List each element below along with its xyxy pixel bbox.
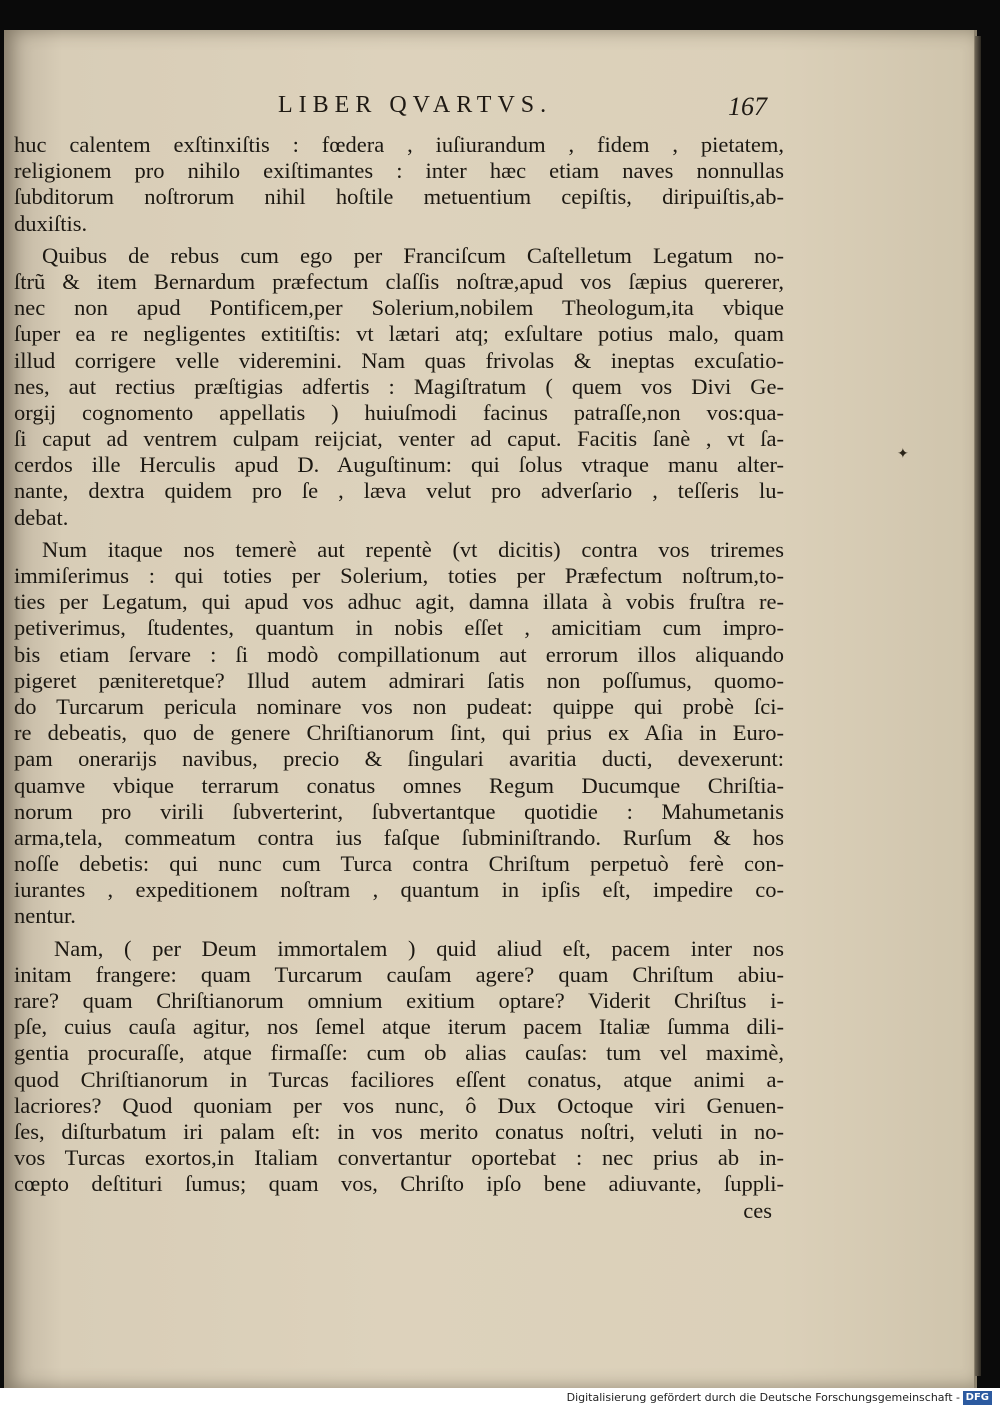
- text-line: bis etiam ſervare : ſi modò compillationum aut errorum illos aliquando: [14, 641, 784, 667]
- catchword: ces: [743, 1197, 772, 1223]
- text-line: ties per Legatum, qui apud vos adhuc agit, damna illata à vobis fruſtra re-: [14, 589, 784, 615]
- text-line: cœpto deſtituri ſumus; quam vos, Chriſto ipſo bene adiuvante, ſuppli-: [14, 1171, 784, 1197]
- text-line: pigeret pæniteretque? Illud autem admirari ſatis non poſſumus, quomo-: [14, 667, 784, 693]
- text-line: ſtrũ & item Bernardum præfectum claſſis noſtræ,apud vos ſæpius quererer,: [14, 268, 784, 294]
- body-text: [14, 132, 784, 1224]
- text-line: rare? quam Chriſtianorum omnium exitium optare? Viderit Chriſtus i-: [14, 988, 784, 1013]
- text-line: religionem pro nihilo exiſtimantes : inter hæc etiam naves nonnullas: [14, 158, 784, 184]
- text-line: huc calentem exſtinxiſtis : fœdera , iuſiurandum , fidem , pietatem,: [14, 132, 784, 157]
- text-line: illud corrigere velle videremini. Nam quas frivolas & ineptas excuſatio-: [14, 347, 784, 373]
- text-line: nec non apud Pontificem,per Solerium,nobilem Theologum,ita vbique: [14, 295, 784, 321]
- margin-ink-mark: ✦: [897, 446, 909, 462]
- text-line: immiſerimus : qui toties per Solerium, toties per Præfectum noſtrum,to-: [14, 563, 784, 588]
- paragraph-start: Nam, ( per Deum immortalem ) quid aliud eſt, pacem inter nos: [54, 935, 784, 961]
- text-line: ſi caput ad ventrem culpam reijciat, venter ad caput. Facitis ſanè , vt ſa-: [14, 426, 784, 452]
- page-number: 167: [728, 92, 767, 121]
- text-line: pam onerarijs navibus, precio & ſingulari avaritia ducti, devexerunt:: [14, 746, 784, 772]
- footer-bar: [0, 1388, 1000, 1408]
- text-line: ſubditorum noſtrorum nihil hoſtile metuentium cepiſtis, diripuiſtis,ab-: [14, 184, 784, 210]
- text-line: ſes, diſturbatum iri palam eſt: in vos merito conatus noſtri, veluti in no-: [14, 1118, 784, 1144]
- text-line: debat.: [14, 504, 69, 530]
- text-line: noſſe debetis: qui nunc cum Turca contra Chriſtum perpetuò ferè con-: [14, 851, 784, 877]
- text-line: petiverimus, ſtudentes, quantum in nobis eſſet , amicitiam cum impro-: [14, 615, 784, 641]
- text-line: re debeatis, quo de genere Chriſtianorum ſint, qui prius ex Aſia in Euro-: [14, 720, 784, 746]
- text-line: quamve vbique terrarum conatus omnes Regum Ducumque Chriſtia-: [14, 772, 784, 798]
- funding-note: Digitalisierung gefördert durch die Deutsche Forschungsgemeinschaft -: [566, 1391, 960, 1404]
- page-edge: [975, 36, 981, 1376]
- text-line: pſe, cuius cauſa agitur, nos ſemel atque iterum pacem Italiæ ſumma dili-: [14, 1014, 784, 1040]
- running-head: LIBER QVARTVS.: [278, 92, 553, 118]
- text-line: do Turcarum pericula nominare vos non pudeat: quippe qui probè ſci-: [14, 693, 784, 719]
- dfg-logo: DFG: [963, 1391, 992, 1405]
- text-line: vos Turcas exortos,in Italiam convertantur oportebat : nec prius ab in-: [14, 1145, 784, 1171]
- text-line: cerdos ille Herculis apud D. Auguſtinum: qui ſolus vtraque manu alter-: [14, 452, 784, 478]
- text-line: norum pro virili ſubverterint, ſubvertantque quotidie : Mahumetanis: [14, 798, 784, 824]
- paragraph-start: Quibus de rebus cum ego per Franciſcum Caſtelletum Legatum no-: [42, 242, 784, 268]
- text-line: ſuper ea re negligentes extitiſtis: vt lætari atq; exſultare potius malo, quam: [14, 321, 784, 347]
- text-line: quod Chriſtianorum in Turcas faciliores eſſent conatus, atque animi a-: [14, 1066, 784, 1092]
- text-line: initam frangere: quam Turcarum cauſam agere? quam Chriſtum abiu-: [14, 961, 784, 987]
- text-line: gentia procuraſſe, atque firmaſſe: cum ob alias cauſas: tum vel maximè,: [14, 1040, 784, 1066]
- text-line: nante, dextra quidem pro ſe , læva velut pro adverſario , teſſeris lu-: [14, 478, 784, 504]
- text-line: nentur.: [14, 903, 76, 929]
- text-line: duxiſtis.: [14, 210, 88, 236]
- text-line: orgij cognomento appellatis ) huiuſmodi facinus patraſſe,non vos:qua-: [14, 399, 784, 425]
- text-line: lacriores? Quod quoniam per vos nunc, ô Dux Octoque viri Genuen-: [14, 1092, 784, 1118]
- text-line: nes, aut rectius præſtigias adfertis : Magiſtratum ( quem vos Divi Ge-: [14, 373, 784, 399]
- text-line: iurantes , expeditionem noſtram , quantum in ipſis eſt, impedire co-: [14, 877, 784, 903]
- paragraph-start: Num itaque nos temerè aut repentè (vt dicitis) contra vos triremes: [42, 536, 784, 562]
- text-line: arma,tela, commeatum contra ius faſque ſubminiſtrando. Rurſum & hos: [14, 824, 784, 850]
- page-header: [0, 92, 980, 132]
